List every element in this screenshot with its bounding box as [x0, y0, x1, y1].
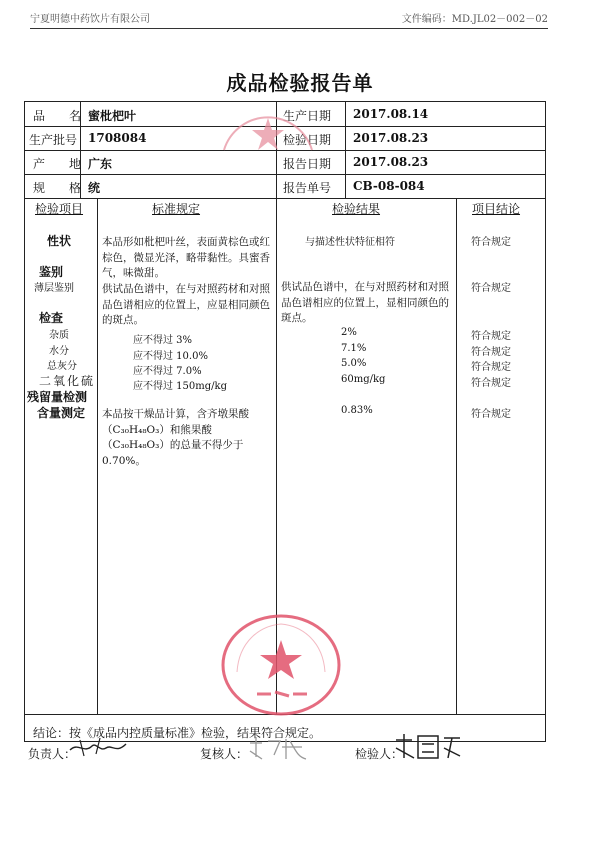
conclusion-assay: 符合规定 — [471, 409, 511, 420]
column-header-item: 检验项目 — [35, 202, 84, 216]
report-title: 成品检验报告单 — [226, 71, 374, 95]
result-assay: 0.83% — [341, 405, 373, 416]
production-date-label: 生产日期 — [283, 109, 332, 123]
inspector-signature — [392, 732, 464, 762]
reviewer-signature — [246, 733, 312, 763]
result-tlc: 供试品色谱中，在与对照药材和对照品色谱相应的位置上，显相同颜色的斑点。 — [281, 281, 449, 325]
item-moisture: 水分 — [49, 346, 69, 357]
report-number: CB-08-084 — [353, 179, 425, 193]
conclusion-character: 符合规定 — [471, 237, 511, 248]
reviewer-label: 复核人： — [200, 747, 249, 761]
report-number-label: 报告单号 — [283, 181, 332, 195]
final-conclusion: 结论：按《成品内控质量标准》检验，结果符合规定。 — [33, 726, 322, 740]
standard-total-ash: 应不得过 7.0% — [133, 366, 202, 377]
test-date-label: 检验日期 — [283, 133, 332, 147]
test-date: 2017.08.23 — [353, 131, 429, 145]
conclusion-impurity: 符合规定 — [471, 331, 511, 342]
result-impurity: 2% — [341, 327, 357, 338]
standard-assay: 本品按干燥品计算，含齐墩果酸（C₃₀H₄₈O₃）和熊果酸（C₃₀H₄₈O₃）的总量不得少于 0.70%。 — [102, 408, 249, 467]
item-character: 性状 — [47, 234, 72, 248]
responsible-signature — [66, 732, 132, 760]
standard-moisture: 应不得过 10.0% — [133, 351, 208, 362]
column-header-conclusion: 项目结论 — [472, 202, 521, 216]
item-tlc: 薄层鉴别 — [34, 283, 74, 294]
standard-character: 本品形如枇杷叶丝，表面黄棕色或红棕色，微显光泽，略带黏性。具蜜香气，味微甜。 — [102, 236, 270, 280]
specification-label: 规 格 — [33, 181, 82, 195]
item-identification: 鉴别 — [39, 265, 64, 279]
item-impurity: 杂质 — [49, 330, 69, 341]
responsible-label: 负责人： — [28, 747, 77, 761]
standard-so2: 应不得过 150mg/kg — [133, 381, 227, 392]
product-name: 蜜枇杷叶 — [88, 109, 137, 123]
quality-stamp-top — [216, 90, 320, 180]
origin-label: 产 地 — [33, 157, 82, 171]
report-date-label: 报告日期 — [283, 157, 332, 171]
batch-number-label: 生产批号 — [29, 133, 78, 147]
item-so2-line2: 残留量检测 — [27, 390, 88, 404]
item-so2-line1: 二氧化硫 — [39, 374, 96, 388]
result-so2: 60mg/kg — [341, 374, 386, 385]
origin: 广东 — [88, 157, 113, 171]
result-character: 与描述性状特征相符 — [305, 237, 395, 248]
report-date: 2017.08.23 — [353, 155, 429, 169]
standard-tlc: 供试品色谱中，在与对照药材和对照品色谱相应的位置上，应显相同颜色的斑点。 — [102, 283, 270, 327]
item-inspection: 检查 — [39, 311, 64, 325]
product-name-label: 品 名 — [33, 109, 82, 123]
page-header — [30, 4, 548, 29]
specification: 统 — [88, 181, 101, 195]
item-assay: 含量测定 — [37, 406, 86, 420]
result-moisture: 7.1% — [341, 343, 367, 354]
inspector-label: 检验人： — [355, 747, 404, 761]
conclusion-moisture: 符合规定 — [471, 347, 511, 358]
standard-impurity: 应不得过 3% — [133, 335, 193, 346]
item-total-ash: 总灰分 — [47, 361, 77, 372]
conclusion-so2: 符合规定 — [471, 378, 511, 389]
conclusion-total-ash: 符合规定 — [471, 362, 511, 373]
company-name: 宁夏明德中药饮片有限公司 — [30, 14, 150, 25]
document-code: 文件编码：MD.JL02－002－02 — [401, 14, 548, 25]
conclusion-tlc: 符合规定 — [471, 283, 511, 294]
column-header-standard: 标准规定 — [152, 202, 201, 216]
production-date: 2017.08.14 — [353, 107, 429, 121]
result-total-ash: 5.0% — [341, 358, 367, 369]
batch-number: 1708084 — [88, 131, 147, 145]
column-header-result: 检验结果 — [332, 202, 381, 216]
quality-inspection-stamp — [219, 612, 344, 718]
